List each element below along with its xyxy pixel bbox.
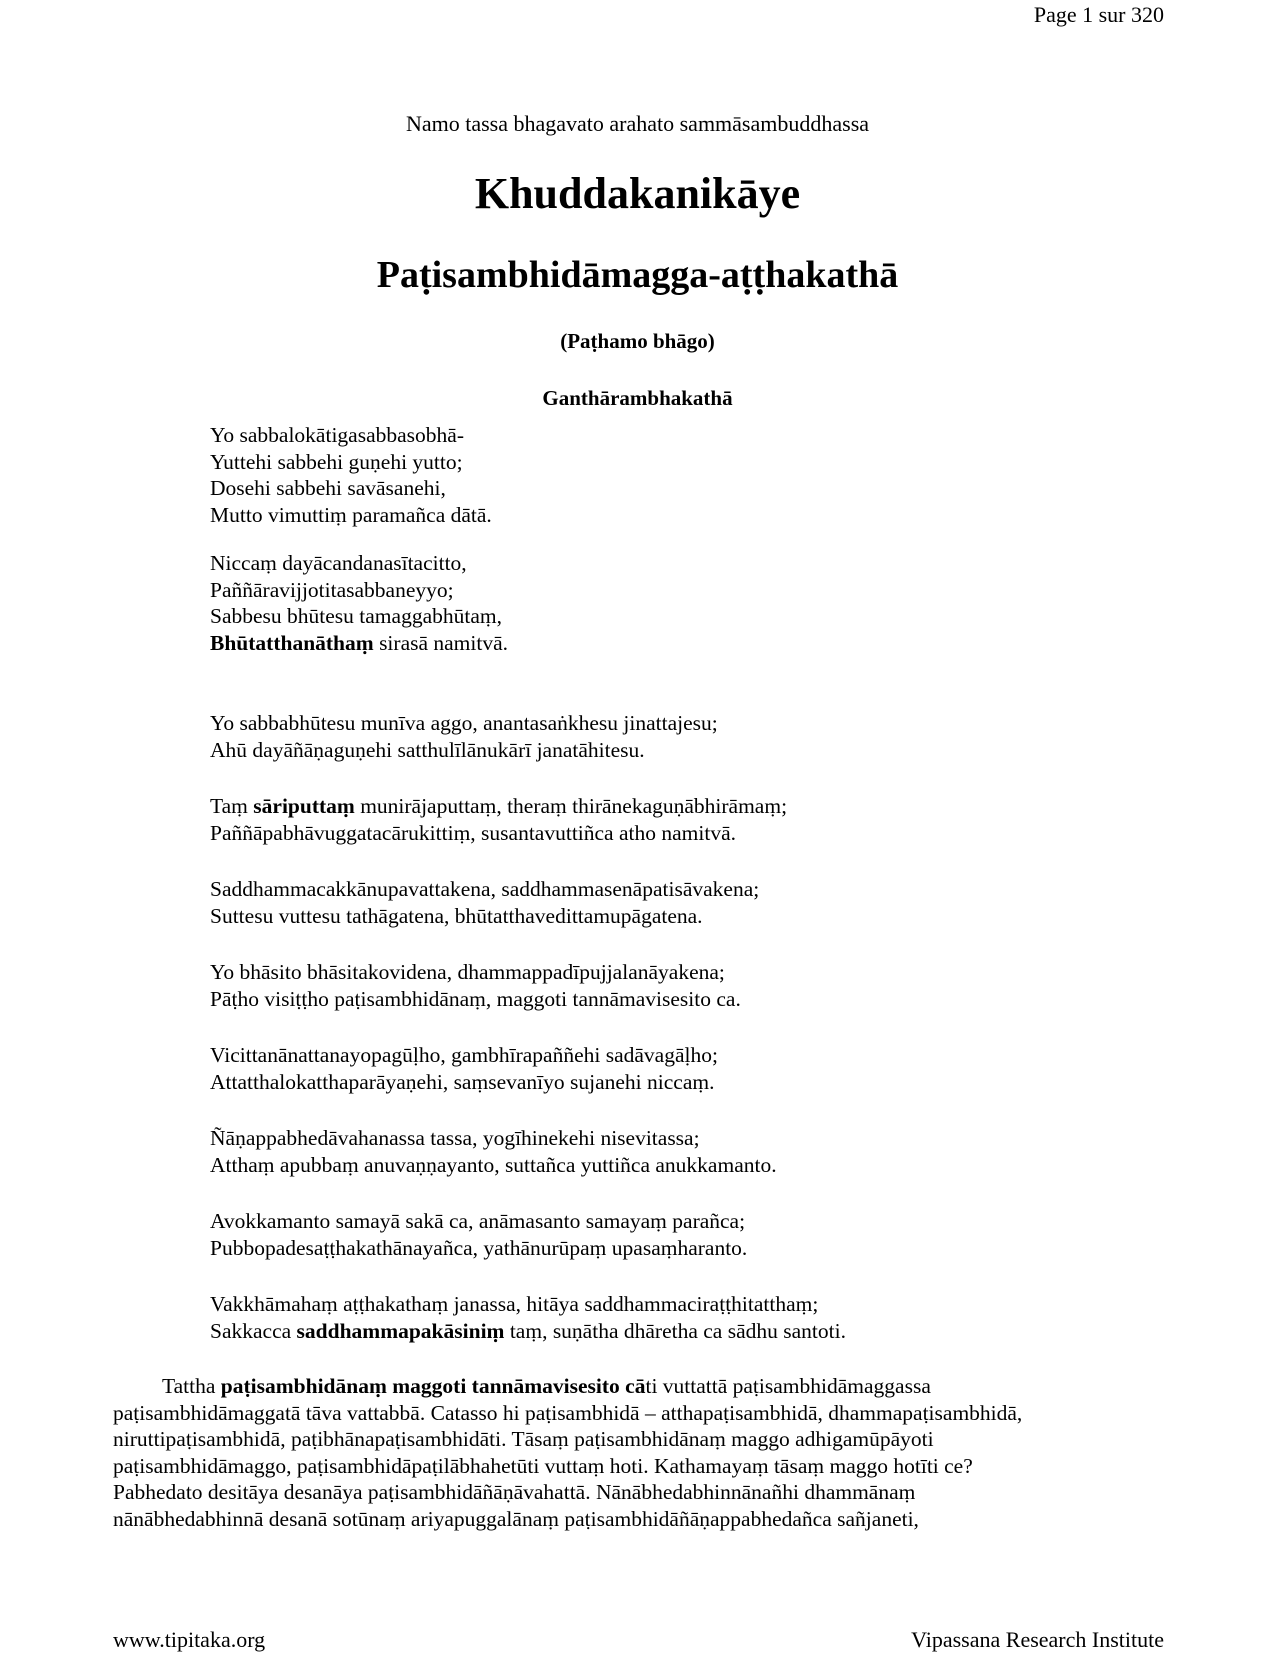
text-segment: Mutto vimuttiṃ paramañca dātā. — [210, 502, 492, 527]
verse-stanza — [210, 959, 741, 1012]
text-line — [210, 903, 759, 930]
text-line — [210, 1291, 846, 1318]
section-title: Ganthārambhakathā — [542, 386, 733, 410]
text-line — [210, 603, 508, 630]
text-line — [210, 1069, 718, 1096]
text-segment: taṃ, suṇātha dhāretha ca sādhu santoti. — [504, 1318, 846, 1343]
text-segment: Taṃ — [210, 794, 254, 818]
text-segment: Yo sabbalokātigasabbasobhā- — [210, 423, 464, 447]
bold-term: saddhammapakāsiniṃ — [296, 1318, 505, 1343]
text-line — [113, 1453, 1173, 1480]
text-line — [210, 550, 508, 577]
text-segment: Saddhammacakkānupavattakena, saddhammasenāpatisāvakena; — [210, 877, 760, 901]
footer-publisher: Vipassana Research Institute — [911, 1627, 1164, 1652]
text-line — [210, 449, 492, 476]
text-segment: Sabbesu bhūtesu tamaggabhūtaṃ, — [210, 604, 502, 628]
verse-stanza — [210, 793, 787, 846]
text-segment: niruttipaṭisambhidā, paṭibhānapaṭisambhidāti. Tāsaṃ paṭisambhidānaṃ maggo adhigamūpāyoti — [113, 1427, 934, 1451]
verse-stanza — [210, 422, 492, 528]
text-segment: Paññāravijjotitasabbaneyyo; — [210, 577, 454, 602]
invocation-line: Namo tassa bhagavato arahato sammāsambuddhassa — [405, 111, 870, 136]
text-segment: Yo sabbabhūtesu munīva aggo, anantasaṅkhesu jinattajesu; — [210, 711, 718, 735]
volume-label: (Paṭhamo bhāgo) — [560, 329, 715, 353]
bold-term: paṭisambhidānaṃ maggoti tannāmavisesito cā — [220, 1374, 646, 1398]
text-line — [210, 1235, 747, 1262]
text-line — [113, 1479, 1173, 1506]
text-segment: Vicittanānattanayopagūḷho, gambhīrapaññehi sadāvagāḷho; — [210, 1043, 718, 1067]
text-segment: Pāṭho visiṭṭho paṭisambhidānaṃ, maggoti tannāmavisesito ca. — [210, 986, 741, 1011]
text-segment: Sakkacca — [210, 1318, 297, 1343]
text-segment: Atthaṃ apubbaṃ anuvaṇṇayanto, suttañca yuttiñca anukkamanto. — [210, 1152, 777, 1177]
text-segment: Ahū dayāñāṇaguṇehi satthulīlānukārī janatāhitesu. — [210, 737, 645, 762]
text-line — [210, 630, 508, 657]
text-segment: Yuttehi sabbehi guṇehi yutto; — [210, 449, 463, 474]
text-line — [210, 986, 741, 1013]
text-segment: Pubbopadesaṭṭhakathānayañca, yathānurūpaṃ upasaṃharanto. — [210, 1235, 748, 1260]
text-segment: Pabhedato desitāya desanāya paṭisambhidāñāṇāvahattā. Nānābhedabhinnānañhi dhammānaṃ — [113, 1480, 916, 1504]
verse-stanza — [210, 1125, 777, 1178]
text-line — [113, 1426, 1173, 1453]
page-subtitle: Paṭisambhidāmagga-aṭṭhakathā — [376, 254, 899, 296]
text-segment: Niccaṃ dayācandanasītacitto, — [210, 551, 467, 575]
text-line — [210, 422, 492, 449]
verse-stanza — [210, 876, 759, 929]
text-line — [210, 1318, 846, 1345]
text-line — [210, 1208, 747, 1235]
text-line — [210, 793, 787, 820]
text-line — [210, 959, 741, 986]
text-segment: Vakkhāmahaṃ aṭṭhakathaṃ janassa, hitāya saddhammaciraṭṭhitatthaṃ; — [210, 1292, 819, 1316]
text-segment: nānābhedabhinnā desanā sotūnaṃ ariyapuggalānaṃ paṭisambhidāñāṇappabhedañca sañjaneti, — [113, 1506, 919, 1531]
verse-stanza — [210, 1042, 718, 1095]
text-line — [210, 820, 787, 847]
text-line — [113, 1506, 1173, 1533]
text-line — [113, 1373, 1173, 1400]
text-segment: Paññāpabhāvuggatacārukittiṃ, susantavuttiñca atho namitvā. — [210, 820, 736, 845]
text-segment: Dosehi sabbehi savāsanehi, — [210, 476, 446, 500]
text-segment: ti vuttattā paṭisambhidāmaggassa — [645, 1374, 931, 1398]
text-segment: Tattha — [162, 1374, 221, 1398]
bold-term: sāriputtaṃ — [253, 794, 355, 818]
text-line — [113, 1400, 1173, 1427]
verse-stanza — [210, 1291, 846, 1344]
verse-stanza — [210, 550, 508, 656]
text-segment: Yo bhāsito bhāsitakovidena, dhammappadīpujjalanāyakena; — [210, 960, 725, 984]
text-line — [210, 502, 492, 529]
text-segment: Ñāṇappabhedāvahanassa tassa, yogīhinekehi nisevitassa; — [210, 1126, 700, 1150]
prose-paragraph — [113, 1373, 1173, 1532]
text-line — [210, 1152, 777, 1179]
text-line — [210, 475, 492, 502]
page-number: Page 1 sur 320 — [1033, 2, 1164, 27]
text-line — [210, 577, 508, 604]
page-title: Khuddakanikāye — [474, 169, 801, 218]
text-segment: sirasā namitvā. — [373, 630, 509, 655]
bold-term: Bhūtatthanāthaṃ — [210, 630, 374, 655]
verse-stanza — [210, 1208, 747, 1261]
verse-stanza — [210, 710, 718, 763]
text-line — [210, 710, 718, 737]
text-segment: paṭisambhidāmaggo, paṭisambhidāpaṭilābhahetūti vuttaṃ hoti. Kathamayaṃ tāsaṃ maggo hotīti ce? — [113, 1453, 973, 1478]
text-segment: Attatthalokatthaparāyaṇehi, saṃsevanīyo sujanehi niccaṃ. — [210, 1069, 715, 1094]
text-line — [210, 1125, 777, 1152]
text-segment: Avokkamanto samayā sakā ca, anāmasanto samayaṃ parañca; — [210, 1209, 746, 1233]
text-segment: paṭisambhidāmaggatā tāva vattabbā. Catasso hi paṭisambhidā – atthapaṭisambhidā, dhammapaṭisambhidā, — [113, 1400, 1023, 1425]
text-segment: Suttesu vuttesu tathāgatena, bhūtatthavedittamupāgatena. — [210, 903, 703, 928]
text-segment: munirājaputtaṃ, theraṃ thirānekaguṇābhirāmaṃ; — [354, 794, 788, 818]
footer-website: www.tipitaka.org — [113, 1627, 266, 1652]
text-line — [210, 876, 759, 903]
text-line — [210, 1042, 718, 1069]
text-line — [210, 737, 718, 764]
